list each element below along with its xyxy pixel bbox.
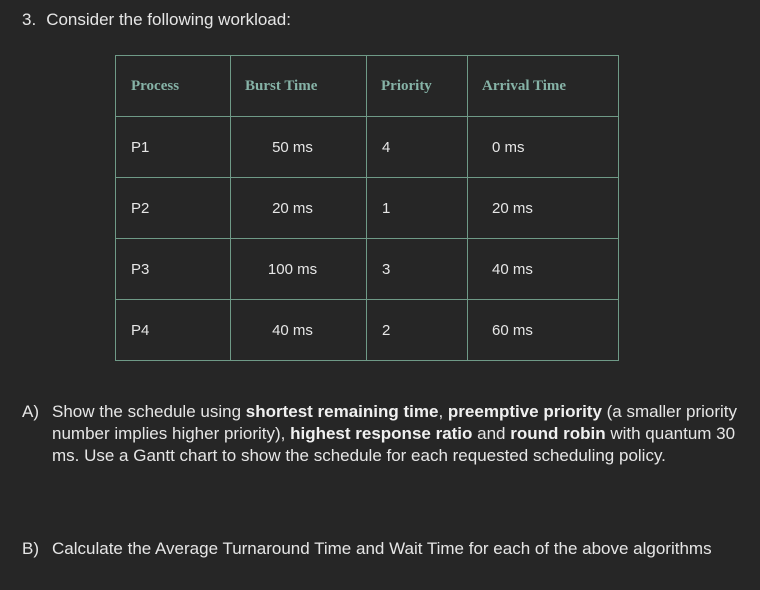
part-b	[22, 538, 752, 560]
header-process: Process	[116, 56, 231, 117]
part-a-text-5: with quantum 30 ms. Use a Gantt chart to show the schedule for each requested scheduling policy.	[52, 424, 736, 465]
header-burst-time: Burst Time	[231, 56, 367, 117]
cell-process: P1	[116, 117, 231, 178]
part-a-text-2: ,	[438, 402, 448, 421]
part-a-text-4: and	[472, 424, 511, 443]
cell-process: P2	[116, 178, 231, 239]
cell-process: P4	[116, 300, 231, 361]
cell-arrival-time: 0 ms	[468, 117, 619, 178]
table-row	[116, 300, 619, 361]
cell-arrival-time: 40 ms	[468, 239, 619, 300]
question-number: 3.	[22, 10, 37, 29]
question-title-text: Consider the following workload:	[46, 10, 291, 29]
cell-arrival-time: 60 ms	[468, 300, 619, 361]
part-a-bold-hrrn: highest response ratio	[290, 424, 473, 443]
part-a-text-3: (a smaller priority number implies higher priority),	[52, 402, 738, 443]
part-a-text-1: Show the schedule using	[52, 402, 246, 421]
cell-burst-time: 40 ms	[231, 300, 367, 361]
header-arrival-time: Arrival Time	[468, 56, 619, 117]
cell-burst-time: 50 ms	[231, 117, 367, 178]
part-b-text: Calculate the Average Turnaround Time and Wait Time for each of the above algorithms	[52, 539, 712, 558]
cell-priority: 2	[367, 300, 468, 361]
cell-arrival-time: 20 ms	[468, 178, 619, 239]
workload-table	[115, 55, 619, 361]
part-a-bold-rr: round robin	[510, 424, 606, 443]
cell-burst-time: 100 ms	[231, 239, 367, 300]
question-title	[22, 10, 291, 30]
table-row	[116, 178, 619, 239]
cell-burst-time: 20 ms	[231, 178, 367, 239]
header-priority: Priority	[367, 56, 468, 117]
cell-priority: 3	[367, 239, 468, 300]
cell-process: P3	[116, 239, 231, 300]
part-a	[22, 401, 742, 467]
part-a-label: A)	[22, 402, 39, 421]
part-a-bold-priority: preemptive priority	[447, 402, 602, 421]
table-row	[116, 239, 619, 300]
part-a-bold-srt: shortest remaining time	[245, 402, 439, 421]
table-row	[116, 117, 619, 178]
cell-priority: 4	[367, 117, 468, 178]
table-header-row	[116, 56, 619, 117]
part-b-label: B)	[22, 539, 39, 558]
cell-priority: 1	[367, 178, 468, 239]
part-a-text	[52, 401, 742, 467]
